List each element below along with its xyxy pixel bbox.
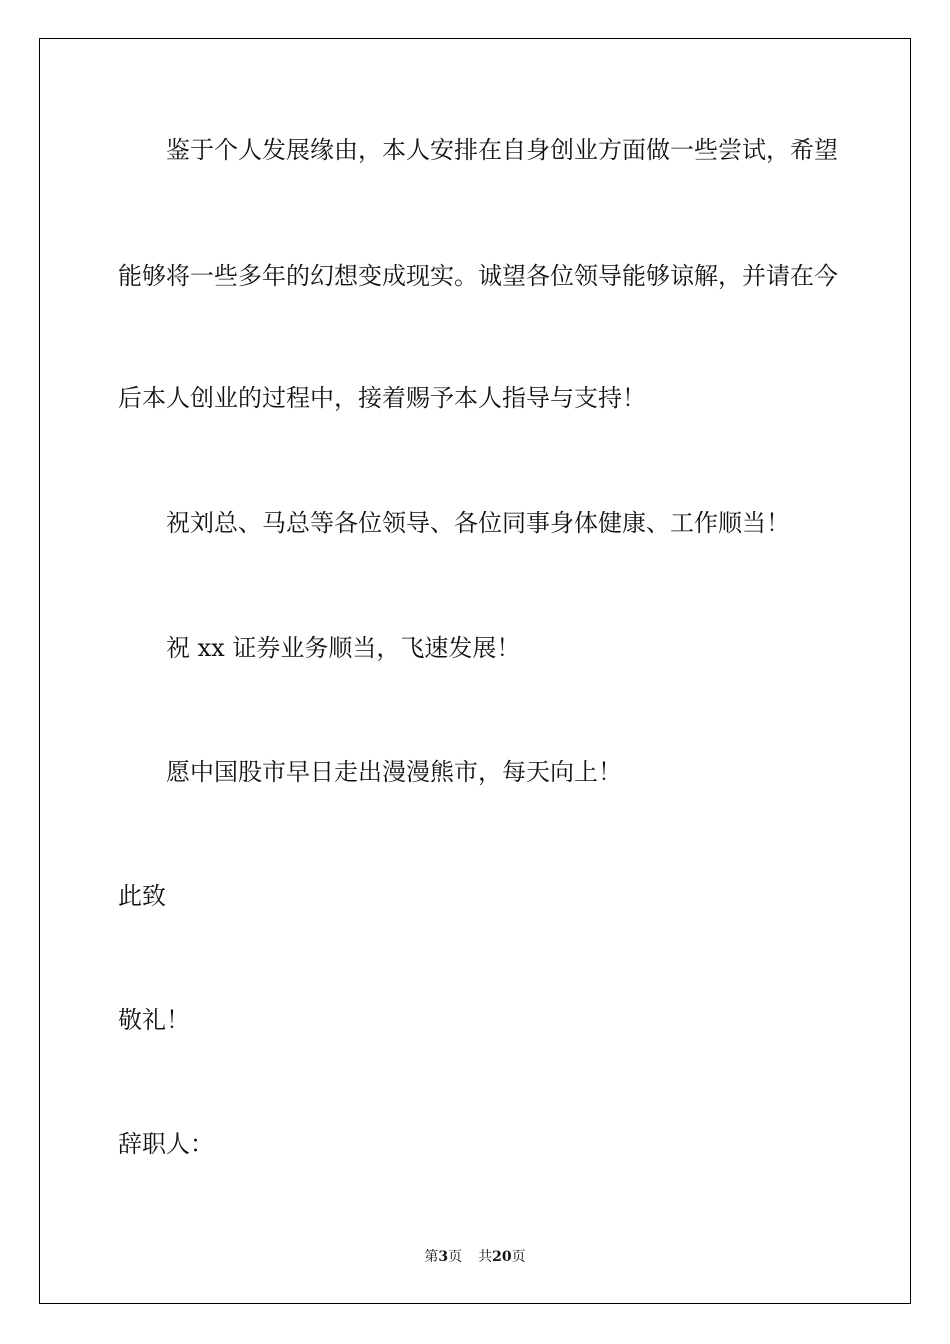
closing-salutation: 此致 <box>118 882 166 910</box>
paragraph-line-4: 祝刘总、马总等各位领导、各位同事身体健康、工作顺当！ <box>166 509 790 537</box>
page-footer <box>40 1248 910 1266</box>
page-suffix: 页 <box>448 1249 463 1265</box>
total-suffix: 页 <box>511 1249 526 1265</box>
page-prefix: 第 <box>424 1249 439 1265</box>
closing-regards: 敬礼！ <box>118 1006 190 1034</box>
paragraph-line-2: 能够将一些多年的幻想变成现实。诚望各位领导能够谅解，并请在今 <box>118 262 838 290</box>
paragraph-line-3: 后本人创业的过程中，接着赐予本人指导与支持！ <box>118 384 646 412</box>
paragraph-line-5: 祝 xx 证券业务顺当，飞速发展！ <box>166 634 521 662</box>
total-pages: 20 <box>492 1249 512 1265</box>
page-number: 3 <box>438 1249 449 1265</box>
total-prefix: 共 <box>478 1249 493 1265</box>
document-page <box>39 38 911 1304</box>
signature-label: 辞职人： <box>118 1130 214 1158</box>
paragraph-line-6: 愿中国股市早日走出漫漫熊市，每天向上！ <box>166 758 622 786</box>
paragraph-line-1: 鉴于个人发展缘由，本人安排在自身创业方面做一些尝试，希望 <box>166 136 838 164</box>
